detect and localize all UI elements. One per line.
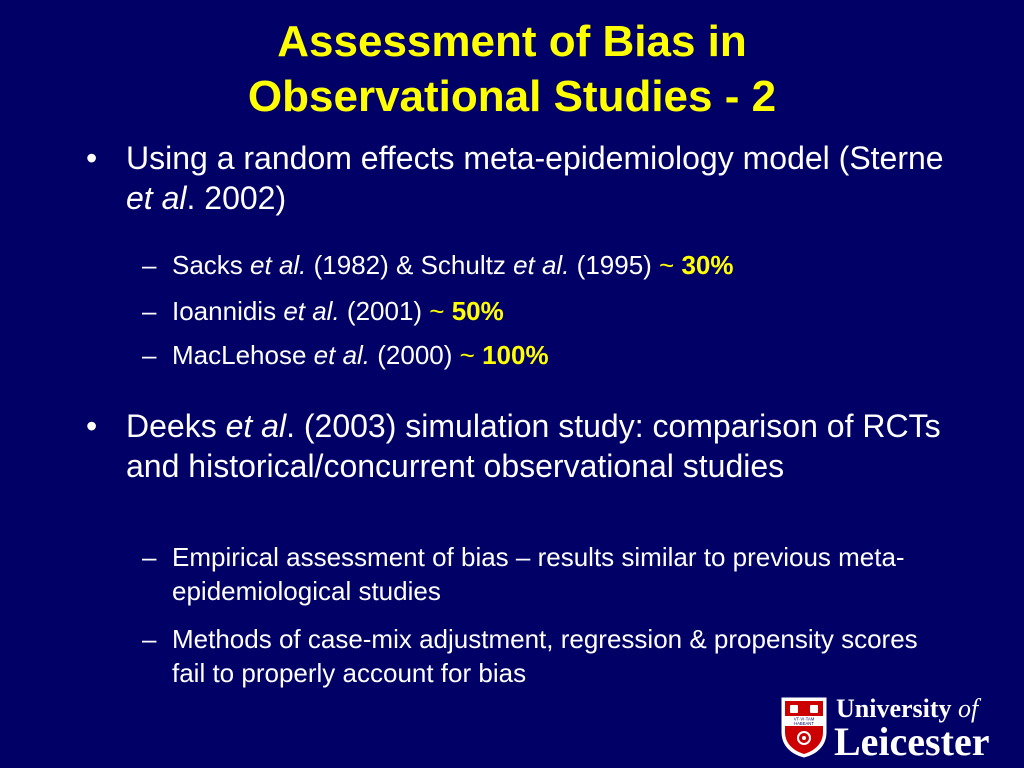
bullet-dot-icon: • bbox=[86, 140, 98, 176]
bullet-dot-icon: • bbox=[86, 408, 98, 444]
dash-icon: – bbox=[142, 624, 157, 654]
bullet-text: Using a random effects meta-epidemiology model (Sterne et al. 2002) bbox=[126, 140, 944, 216]
sub-item-2-2 bbox=[142, 622, 962, 690]
svg-text:HABEANT: HABEANT bbox=[794, 721, 814, 726]
sub-item-text: Sacks et al. (1982) & Schultz et al. (1995) ~ 30% bbox=[172, 250, 734, 280]
university-logo bbox=[778, 694, 1022, 762]
sub-item-2-1 bbox=[142, 540, 962, 608]
logo-university-text: University of bbox=[836, 694, 979, 723]
sub-item-text: Ioannidis et al. (2001) ~ 50% bbox=[172, 296, 504, 326]
dash-icon: – bbox=[142, 542, 157, 572]
sub-item-1-2 bbox=[142, 294, 962, 328]
sub-item-1-1 bbox=[142, 248, 962, 282]
bullet-item-2 bbox=[86, 406, 966, 526]
slide-title-line-2: Observational Studies - 2 bbox=[247, 72, 777, 121]
sub-item-text: Empirical assessment of bias – results similar to previous meta-epidemiological studies bbox=[172, 542, 905, 606]
sub-item-1-3 bbox=[142, 338, 962, 372]
dash-icon: – bbox=[142, 340, 157, 370]
svg-text:VT·VI·TAM: VT·VI·TAM bbox=[793, 716, 815, 722]
percent-value: 100% bbox=[482, 340, 549, 370]
percent-value: 50% bbox=[451, 296, 504, 326]
sub-item-text: MacLehose et al. (2000) ~ 100% bbox=[172, 340, 549, 370]
crest-icon bbox=[780, 696, 828, 758]
logo-leicester-text: Leicester bbox=[834, 719, 990, 764]
sub-item-text: Methods of case-mix adjustment, regression & propensity scores fail to properly account for bias bbox=[172, 624, 918, 688]
dash-icon: – bbox=[142, 296, 157, 326]
slide-title bbox=[0, 14, 1024, 124]
dash-icon: – bbox=[142, 250, 157, 280]
slide-title-line-1: Assessment of Bias in bbox=[277, 17, 747, 66]
bullet-item-1 bbox=[86, 138, 966, 218]
percent-value: 30% bbox=[681, 250, 734, 280]
bullet-text: Deeks et al. (2003) simulation study: comparison of RCTs and historical/concurrent observational studies bbox=[126, 408, 941, 484]
